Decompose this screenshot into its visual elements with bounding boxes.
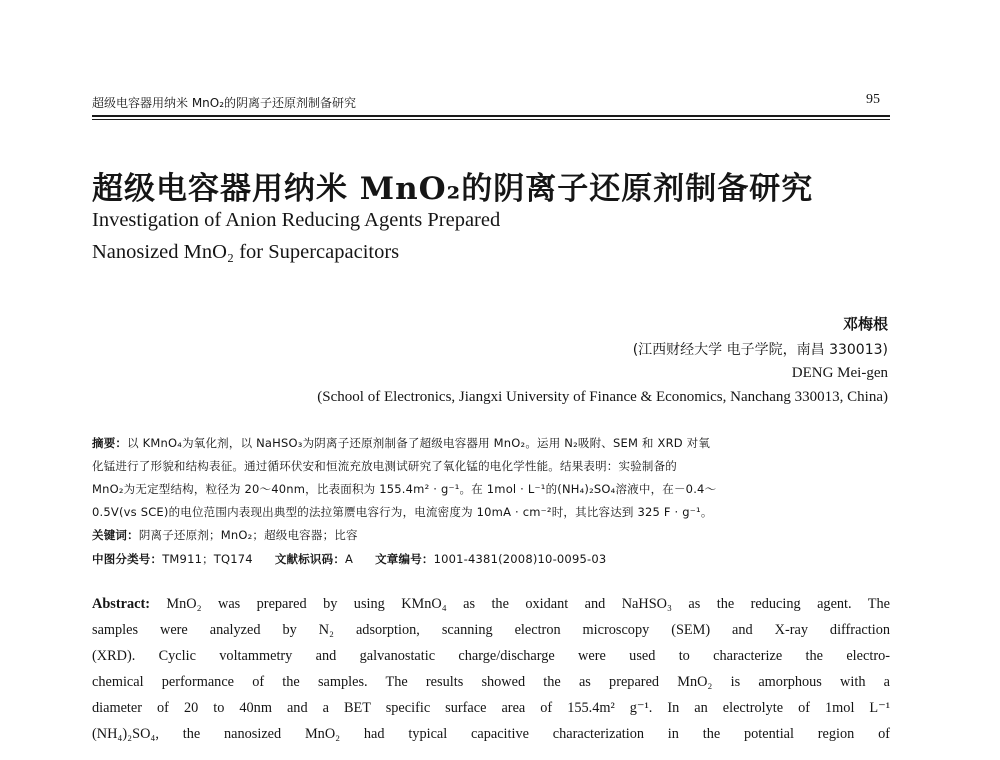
abstract-en-line-3: (XRD). Cyclic voltammetry and galvanostatic charge/discharge were used to characterize the electro- [92, 648, 890, 664]
doc-code-label: 文献标识码： [274, 552, 346, 566]
paper-title-english-line-1: Investigation of Anion Reducing Agents Prepared [92, 209, 501, 231]
article-no-value: 1001-4381(2008)10-0095-03 [433, 552, 607, 566]
abstract-en-line-1 [92, 596, 890, 613]
page-number: 95 [866, 92, 880, 107]
doc-code-value: A [345, 552, 354, 566]
abstract-cn-line-2: 化锰进行了形貌和结构表征。通过循环伏安和恒流充放电测试研究了氧化锰的电化学性能。结果表明：实验制备的 [92, 459, 677, 473]
abstract-en-line-5: diameter of 20 to 40nm and a BET specific surface area of 155.4m² g⁻¹. In an electrolyte of 1mol L⁻¹ [92, 700, 890, 716]
abstract-en-line-2: samples were analyzed by N₂ adsorption, scanning electron microscopy (SEM) and X-ray diffraction [92, 622, 890, 638]
clc-value: TM911；TQ174 [162, 552, 253, 566]
header-rule-thin [92, 119, 890, 120]
keywords-cn [92, 527, 358, 543]
header-rule [92, 115, 890, 117]
keywords-text: 阴离子还原剂；MnO₂；超级电容器；比容 [138, 528, 358, 542]
running-title: 超级电容器用纳米 MnO₂的阴离子还原剂制备研究 [92, 96, 357, 110]
article-no-label: 文章编号： [375, 552, 434, 566]
abstract-en-line-6: (NH₄)₂SO₄, the nanosized MnO₂ had typical capacitive characterization in the potential region of [92, 726, 890, 742]
abstract-cn-line-1 [92, 435, 710, 451]
paper-title-english-line-2: Nanosized MnO₂ for Supercapacitors [92, 241, 400, 263]
abstract-en-text: MnO₂ was prepared by using KMnO₄ as the oxidant and NaHSO₃ as the reducing agent. The [166, 596, 890, 612]
affiliation-chinese: (江西财经大学 电子学院，南昌 330013) [632, 342, 888, 358]
paper-title-chinese: 超级电容器用纳米 MnO₂的阴离子还原剂制备研究 [92, 171, 814, 207]
abstract-cn-line-4: 0.5V(vs SCE)的电位范围内表现出典型的法拉第赝电容行为，电流密度为 10mA · cm⁻²时，其比容达到 325 F · g⁻¹。 [92, 505, 713, 519]
classification-line [92, 551, 606, 567]
abstract-cn-line-3: MnO₂为无定型结构，粒径为 20～40nm，比表面积为 155.4m² · g⁻¹。在 1mol · L⁻¹的(NH₄)₂SO₄溶液中，在－0.4～ [92, 482, 717, 496]
abstract-cn-label: 摘要： [92, 436, 128, 450]
author-name-english: DENG Mei-gen [791, 365, 888, 381]
abstract-cn-text: 以 KMnO₄为氧化剂，以 NaHSO₃为阴离子还原剂制备了超级电容器用 MnO₂。运用 N₂吸附、SEM 和 XRD 对氧 [127, 436, 711, 450]
keywords-label: 关键词： [92, 528, 139, 542]
affiliation-english: (School of Electronics, Jiangxi University of Finance & Economics, Nanchang 330013, China) [317, 389, 888, 405]
clc-label: 中图分类号： [92, 552, 163, 566]
abstract-en-line-4: chemical performance of the samples. The results showed the as prepared MnO₂ is amorphous with a [92, 674, 890, 690]
abstract-en-label: Abstract: [92, 596, 150, 612]
author-name-chinese: 邓梅根 [842, 315, 888, 333]
